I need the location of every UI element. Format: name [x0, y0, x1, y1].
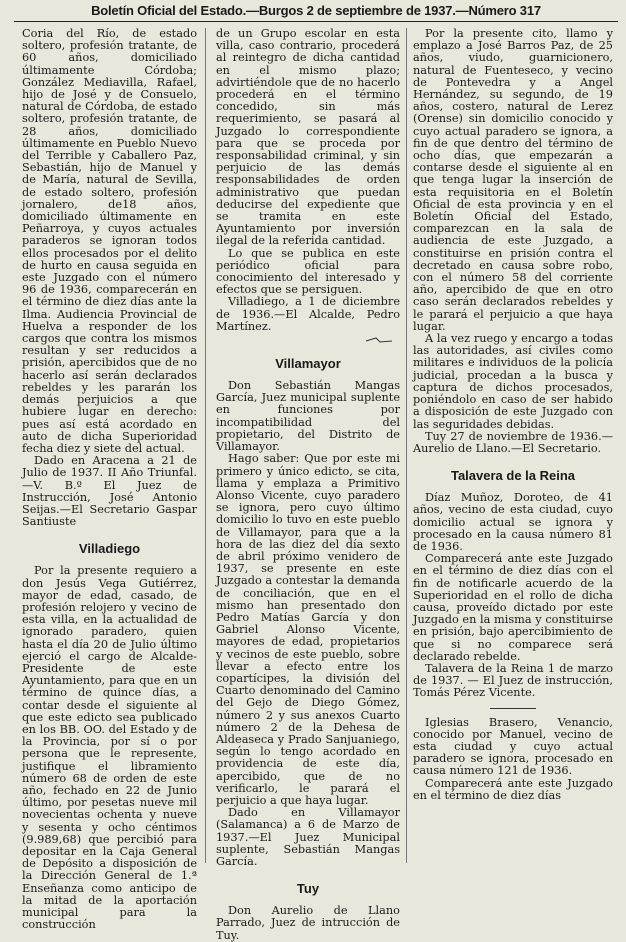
- paragraph: Lo que se publica en este periódico oficial para conocimiento del interesado y efectos que se persiguen.: [216, 246, 400, 297]
- column-2: [216, 27, 400, 942]
- section-heading-tuy: Tuy: [296, 881, 320, 897]
- paragraph: Coria del Río, de estado soltero, profesión tratante, de 60 años, domiciliado últimamente Córdoba; González Mediavilla, Rafael, hijo de José y de Consuelo, natural de Córdoba, de estado soltero, profesión tratante, de 28 años, domiciliado últimamente en Pueblo Nuevo del Terrible y Caballero Paz, Sebastián, hijo de Manuel y de María, natural de Sevilla, de estado soltero, profesión jornalero, de18 años, domiciliado últimamente en Peñarroya, y cuyos actuales paraderos se ignoran todos ellos procesados por el delito de hurto en causa seguida en este Juzgado con el número 96 de 1936, comparecerán en el término de diez días ante la Ilma. Audiencia Provincial de Huelva a responder de los cargos que contra los mismos resultan y ser reducidos a prisión, apercibidos que de no hacerlo así serán declarados rebeldes y les pararán los demás perjuicios a que hubiere lugar en derecho: pues así está acordado en auto de dicha Superioridad fecha diez y siete del actual.: [22, 27, 197, 455]
- separator-rule: [490, 708, 536, 709]
- column-3: [413, 28, 613, 863]
- column-divider: [406, 28, 407, 863]
- paragraph: de un Grupo escolar en esta villa, caso contrario, procederá al reintegro de dicha cantidad en el mismo plazo; advirtiéndole que de no hacerlo procederá en el término concedido, sin más requerimiento, se pasará al Juzgado lo correspondiente para que se proceda por responsabilidad criminal, y sin perjuicio de las demás responsabilidades de orden administrativo que puedan deducirse del expediente que se tramita en este Ayuntamiento por inversión ilegal de la referida cantidad.: [216, 27, 400, 248]
- paragraph: Por la presente cito, llamo y emplazo a José Barros Paz, de 25 años, viudo, guarnicionero, natural de Fuenteseco, y vecino de Pontevedra y a Angel Hernández, su segundo, de 19 años, costero, natural de Lerez (Orense) sin domicilio conocido y cuyo actual paradero se ignora, a fin de que dentro del término de ocho días, que empezarán a contarse desde el siguiente al en que tenga lugar la inserción de esta requisitoria en el Boletín Oficial de esta provincia y en el Boletín Oficial del Estado, comparezcan en la sala de audiencia de este Juzgado, a constituirse en prisión contra el decretado en causa sobre robo, con el número 58 del corriente año, apercibido de que en otro caso serán declarados rebeldes y le parará el perjuicio a que haya lugar.: [413, 27, 613, 333]
- paragraph: Comparecerá ante este Juzgado en el término de diez días: [413, 776, 613, 802]
- header-title: Boletín Oficial del Estado.—Burgos 2 de septiembre de 1937.—Número 317: [91, 3, 541, 18]
- paragraph: Por la presente requiero a don Jesús Vega Gutiérrez, mayor de edad, casado, de profesión relojero y vecino de esta villa, en la actualidad de ignorado paradero, quien hasta el día 20 de Julio último ejerció el cargo de Alcalde-Presidente de este Ayuntamiento, para que en un término de quince días, a contar desde el siguiente al que este edicto sea publicado en los BB. OO. del Estado y de la Provincia, por sí o por persona que le represente, justifique el libramiento número 68 de orden de este año, fechado en 22 de Junio último, por pesetas nueve mil novecientas ochenta y nueve y sesenta y ocho céntimos (9.989,68) que percibió para depositar en la Caja General de Depósito a disposición de la Dirección General de 1.ª Enseñanza como anticipo de la mitad de la aportación municipal para la construcción: [22, 564, 197, 932]
- paragraph: Don Sebastián Mangas García, Juez municipal suplente en funciones por incompatibilidad del propietario, del Distrito de Villamayor.: [216, 379, 400, 454]
- paragraph: Tuy 27 de noviembre de 1936.—Aurelio de Llano.—El Secretario.: [413, 429, 613, 455]
- paragraph: Dado en Aracena a 21 de Julio de 1937. II Año Triunfal.—V. B.º El Juez de Instrucción, José Antonio Seijas.—El Secretario Gaspar Santiuste: [22, 454, 197, 529]
- paragraph: Iglesias Brasero, Venancio, conocido por Manuel, vecino de esta ciudad y cuyo actual paradero se ignora, procesado en causa número 121 de 1936.: [413, 715, 613, 778]
- paragraph: Don Aurelio de Llano Parrado, Juez de intrucción de Tuy.: [216, 904, 400, 942]
- paragraph: Díaz Muñoz, Doroteo, de 41 años, vecino de esta ciudad, cuyo domicilio actual se ignora y procesado en la causa número 81 de 1936.: [413, 491, 613, 553]
- paragraph: A la vez ruego y encargo a todas las autoridades, así civiles como militares e individuos de la policía judicial, procedan a la busca y captura de dichos procesados, poniéndolo en caso de ser habido a disposición de este Juzgado con las seguridades debidas.: [413, 332, 613, 431]
- section-heading-villamayor: Villamayor: [275, 356, 341, 372]
- signature-mark: [216, 335, 400, 343]
- page-header: [14, 3, 618, 22]
- column-divider: [205, 28, 206, 863]
- paragraph: Dado en Villamayor (Salamanca) a 6 de Marzo de 1937.—El Juez Municipal suplente, Sebastián Mangas García.: [216, 806, 400, 868]
- paragraph: Hago saber: Que por este mi primero y único edicto, se cita, llama y emplaza a Primitivo Alonso Vicente, cuyo paradero se ignora, pero cuyo último domicilio lo tuvo en este pueblo de Villamayor, para que a la hora de las diez del día sexto de abril próximo venidero de 1937, se presente en este Juzgado a contestar la demanda de conciliación, que en el mismo han presentado don Pedro Matías García y don Gabriel Alonso Vicente, mayores de edad, propietarios y vecinos de este pueblo, sobre llevar a efecto entre los copartícipes, la división del Cuarto denominado del Camino del Gejo de Diego Gómez, número 2 y sus anexos Cuarto número 2 de la Dehesa de Aldeaseca y Prado Sanjuaniego, según lo tengo acordado en providencia de este día, apercibido, que de no verificarlo, le parará el perjuicio a que haya lugar.: [216, 452, 400, 807]
- paragraph: Talavera de la Reina 1 de marzo de 1937. — El Juez de instrucción, Tomás Pérez Vicente.: [413, 661, 613, 700]
- signature-stroke: [216, 336, 400, 344]
- section-heading-villadiego: Villadiego: [78, 541, 141, 557]
- column-1: [22, 27, 197, 932]
- paragraph: Comparecerá ante este Juzgado en el término de diez días con el fin de notificarle acuerdo de la Superioridad en el rollo de dicha causa, proveído dictado por este Juzgado en la misma y constituirse en prisión, bajo apercibimiento de que si no comparece será declarado rebelde.: [413, 552, 613, 663]
- paragraph: Villadiego, a 1 de diciembre de 1936.—El Alcalde, Pedro Martínez.: [216, 295, 400, 333]
- section-heading-talavera: Talavera de la Reina: [450, 468, 576, 484]
